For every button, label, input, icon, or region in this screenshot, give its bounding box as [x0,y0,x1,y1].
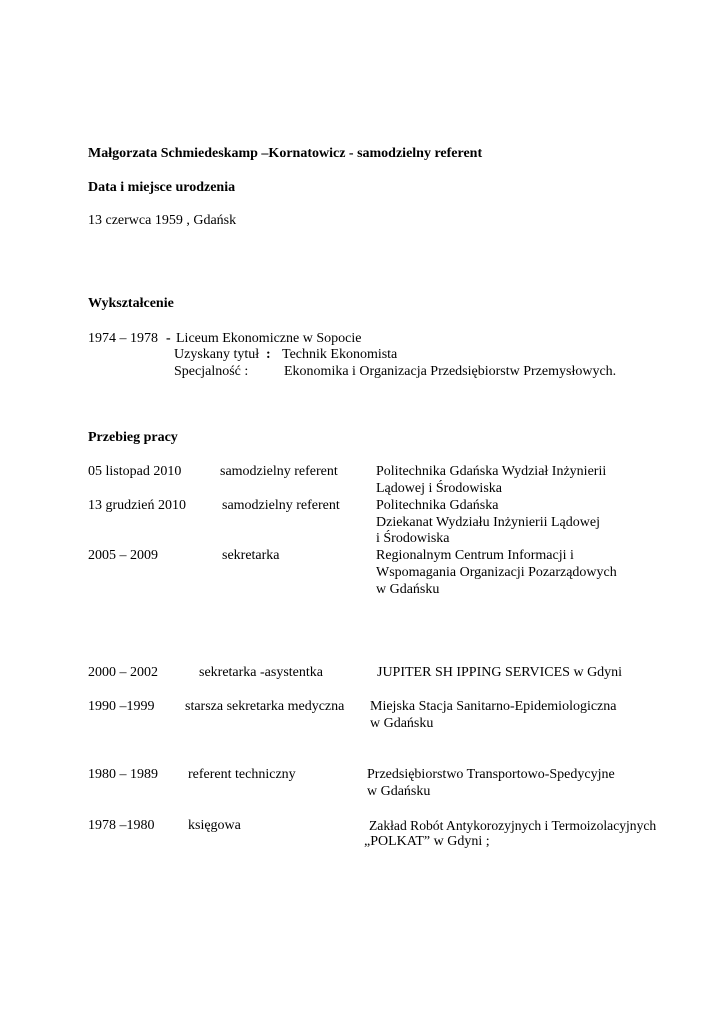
work-entry-position: sekretarka -asystentka [199,665,323,680]
work-entry-date: 1980 – 1989 [88,767,158,782]
work-entry-date: 1990 –1999 [88,699,155,714]
education-heading: Wykształcenie [88,296,174,311]
work-entry-employer-line: Dziekanat Wydziału Inżynierii Lądowej [376,515,600,530]
education-school: Liceum Ekonomiczne w Sopocie [176,331,362,346]
education-period: 1974 – 1978 [88,331,158,346]
work-entry-employer-line: „POLKAT” w Gdyni ; [364,834,490,849]
work-entry-employer-line: Zakład Robót Antykorozyjnych i Termoizolacyjnych [369,818,657,833]
education-title-label: Uzyskany tytuł [174,347,260,362]
education-title-value: Technik Ekonomista [282,347,398,362]
work-entry-position: samodzielny referent [222,498,340,513]
work-entry-position: sekretarka [222,548,280,563]
work-entry-date: 1978 –1980 [88,818,155,833]
work-entry-employer-line: Miejska Stacja Sanitarno-Epidemiologiczna [370,699,617,714]
work-entry-employer-line: JUPITER SH IPPING SERVICES w Gdyni [377,665,623,680]
work-entry-employer-line: w Gdańsku [367,784,431,799]
work-entry-employer-line: w Gdańsku [376,582,440,597]
work-entry-employer-line: w Gdańsku [370,716,434,731]
work-entry-position: referent techniczny [188,767,296,782]
work-entry-date: 2005 – 2009 [88,548,158,563]
work-entry-employer-line: Politechnika Gdańska Wydział Inżynierii [376,464,607,479]
work-entry-date: 13 grudzień 2010 [88,498,186,513]
work-entry-position: starsza sekretarka medyczna [185,699,345,714]
work-heading: Przebieg pracy [88,430,178,445]
work-entry-date: 2000 – 2002 [88,665,158,680]
work-entry-position: księgowa [188,818,241,833]
work-entry-employer-line: i Środowiska [376,531,450,546]
work-entry-employer-line: Przedsiębiorstwo Transportowo-Spedycyjne [367,767,615,782]
work-entry-position: samodzielny referent [220,464,338,479]
work-entry-employer-line: Politechnika Gdańska [376,498,499,513]
birth-value: 13 czerwca 1959 , Gdańsk [88,213,237,228]
birth-heading: Data i miejsce urodzenia [88,180,236,195]
education-spec-value: Ekonomika i Organizacja Przedsiębiorstw Przemysłowych. [284,364,617,379]
work-entry-employer-line: Regionalnym Centrum Informacji i [376,548,574,563]
name-title-line: Małgorzata Schmiedeskamp –Kornatowicz - samodzielny referent [88,146,483,161]
education-title-colon: : [266,347,271,362]
work-entry-employer-line: Lądowej i Środowiska [376,481,502,496]
work-entry-date: 05 listopad 2010 [88,464,182,479]
work-entry-employer-line: Wspomagania Organizacji Pozarządowych [376,565,617,580]
education-spec-label: Specjalność : [174,364,249,379]
education-dash: - [166,331,171,346]
